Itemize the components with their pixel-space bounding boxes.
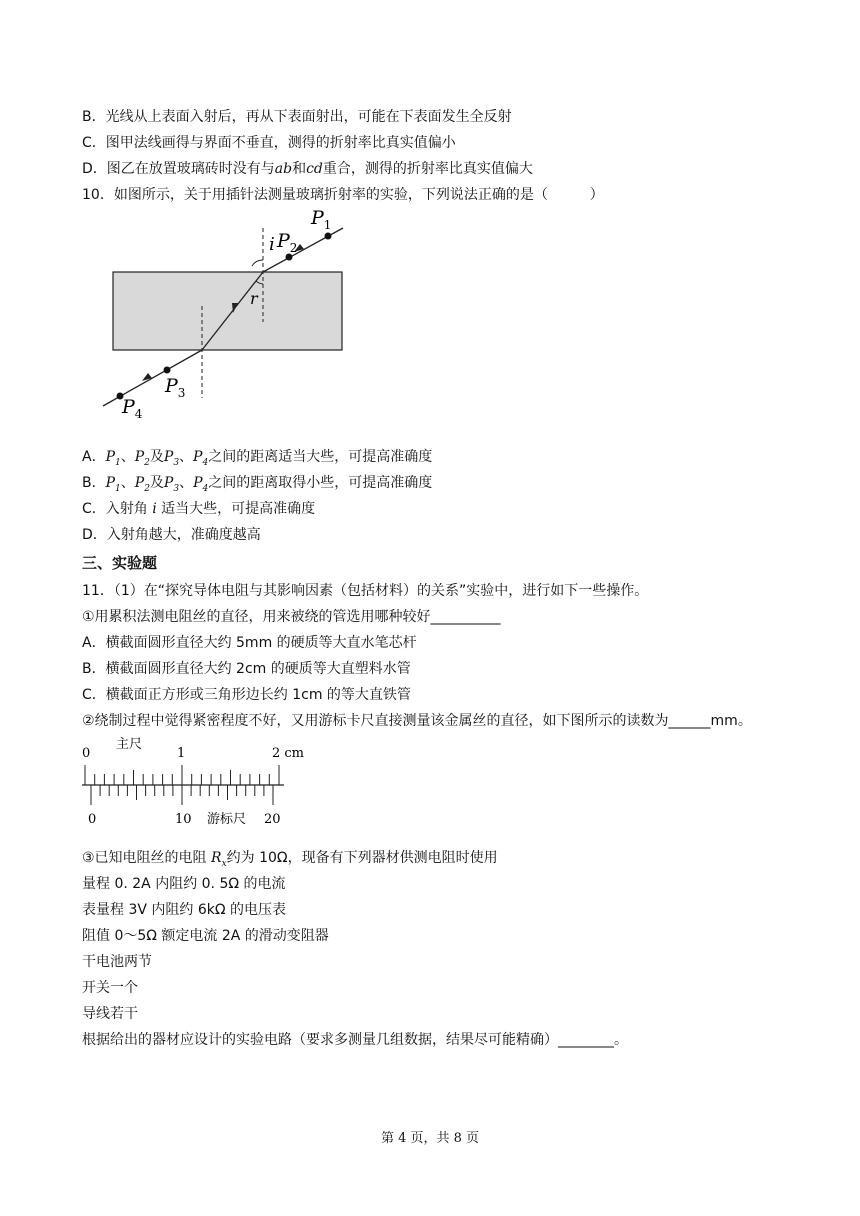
label-p2: $P_2$ (277, 230, 298, 255)
caliper-main-1: 1 (177, 746, 186, 761)
q11-part-3-tail: 约为 10Ω，现备有下列器材供测电阻时使用 (226, 850, 498, 866)
q9-option-d-tail: 重合，测得的折射率比真实值偏大 (322, 161, 533, 177)
caliper-main-label: 主尺 (116, 737, 143, 752)
q11-option-a: A．横截面圆形直径大约 5mm 的硬质等大直水笔芯杆 (82, 635, 417, 651)
q11-option-c: C．横截面正方形或三角形边长约 1cm 的等大直铁管 (82, 687, 411, 703)
sym-r: R (211, 850, 222, 866)
label-r: r (250, 289, 258, 308)
equipment-item: 导线若干 (82, 1006, 138, 1022)
sym-p4: P (193, 475, 203, 491)
caliper-main-0: 0 (82, 746, 91, 761)
caliper-vernier-10: 10 (175, 812, 192, 827)
sub-x: x (221, 858, 227, 869)
q9-option-b: B．光线从上表面入射后，再从下表面射出，可能在下表面发生全反射 (82, 109, 512, 125)
q11-part-4: 根据给出的器材应设计的实验电路（要求多测量几组数据，结果尽可能精确）________。 (82, 1032, 628, 1048)
label-i: i (269, 234, 275, 255)
sym-p1: P (105, 449, 115, 465)
q9-option-d-text: D．图乙在放置玻璃砖时没有与 (82, 161, 275, 177)
sym-p3: P (163, 475, 174, 491)
q11-part-3-text: ③已知电阻丝的电阻 (82, 850, 207, 866)
q9-ab-symbol: ab (274, 161, 293, 177)
q10-option-b-prefix: B． (82, 475, 106, 491)
equipment-item: 表量程 3V 内阻约 6kΩ 的电压表 (82, 902, 286, 918)
sym-i: i (152, 501, 157, 517)
sym-p3: P (163, 449, 174, 465)
sub-2: 2 (144, 483, 150, 494)
q9-cd-symbol: cd (306, 161, 323, 177)
and: 及 (149, 475, 164, 491)
sym-p2: P (134, 475, 145, 491)
sub-1: 1 (115, 483, 121, 494)
sep: 、 (179, 449, 194, 465)
sub-4: 4 (202, 457, 209, 468)
and: 及 (149, 449, 164, 465)
sym-p2: P (134, 449, 145, 465)
sub-2: 2 (144, 457, 150, 468)
q11-option-b: B．横截面圆形直径大约 2cm 的硬质等大直塑料水管 (82, 661, 411, 677)
q10-option-c-text: C．入射角 (82, 501, 148, 517)
sub-3: 3 (173, 457, 180, 468)
q11-stem: 11．（1）在“探究导体电阻与其影响因素（包括材料）的关系”实验中，进行如下一些操作。 (82, 583, 649, 599)
sym-p4: P (193, 449, 203, 465)
equipment-item: 干电池两节 (82, 954, 152, 970)
main-scale-ticks (85, 765, 279, 785)
sep: 、 (120, 449, 135, 465)
sym-p1: P (105, 475, 116, 491)
caliper-vernier-20: 20 (264, 812, 281, 827)
sep: 、 (179, 475, 194, 491)
q10-option-d: D．入射角越大，准确度越高 (82, 527, 261, 543)
sub-3: 3 (173, 483, 180, 494)
equipment-item: 开关一个 (82, 980, 138, 996)
q11-part-2: ②绕制过程中觉得紧密程度不好，又用游标卡尺直接测量该金属丝的直径，如下图所示的读数为______mm。 (82, 713, 752, 729)
label-p4: $P_4$ (122, 396, 143, 421)
q9-option-c: C．图甲法线画得与界面不垂直，测得的折射率比真实值偏小 (82, 135, 456, 151)
q10-stem: 10．如图所示，关于用插针法测量玻璃折射率的实验，下列说法正确的是（ ） (82, 187, 604, 203)
caliper-vernier-label: 游标尺 (207, 812, 247, 827)
vernier-scale-ticks (91, 785, 273, 805)
q11-part-1: ①用累积法测电阻丝的直径，用来被绕的管选用哪种较好__________ (82, 609, 501, 625)
sub-4: 4 (202, 483, 209, 494)
sub-1: 1 (115, 457, 121, 468)
caliper-main-2: 2 cm (272, 746, 305, 761)
q10-option-b-text: 之间的距离取得小些，可提高准确度 (208, 475, 433, 491)
label-p3: $P_3$ (165, 375, 186, 400)
q9-and: 和 (292, 161, 307, 177)
q10-option-a-text: 之间的距离适当大些，可提高准确度 (208, 449, 433, 465)
sep: 、 (120, 475, 135, 491)
caliper-vernier-0: 0 (88, 812, 97, 827)
q11-part-3 (82, 849, 498, 873)
equipment-item: 量程 0. 2A 内阻约 0. 5Ω 的电流 (82, 876, 286, 892)
q10-option-c-tail: 适当大些，可提高准确度 (161, 501, 316, 517)
q10-option-a-prefix: A． (82, 449, 106, 465)
label-p1: $P_1$ (311, 207, 332, 232)
page-footer: 第 4 页，共 8 页 (380, 1131, 480, 1146)
section-title: 三、实验题 (82, 554, 158, 572)
equipment-item: 阻值 0～5Ω 额定电流 2A 的滑动变阻器 (82, 928, 329, 944)
